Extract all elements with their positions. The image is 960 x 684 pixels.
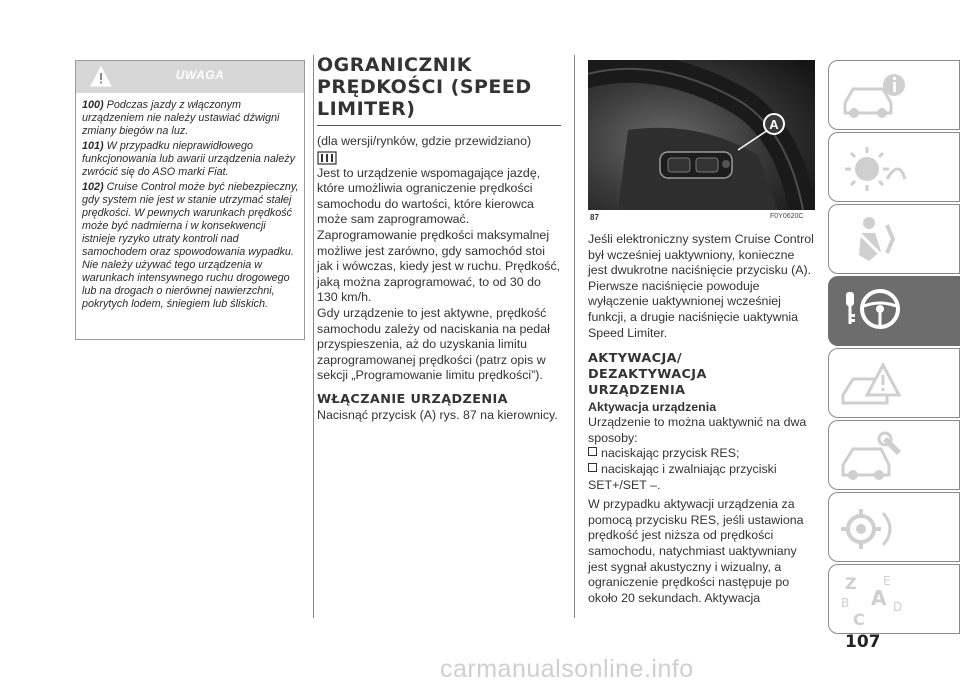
bullet-text: naciskając i zwalniając przyciski SET+/SET –. [588, 461, 777, 492]
section-heading [588, 351, 816, 399]
tab-technical-data[interactable] [828, 492, 960, 562]
intro-paragraph: Jest to urządzenie wspomagające jazdę, które umożliwia ograniczenie prędkości samochodu do wartości, które kierowca może sam zaprogramować. Zaprogramowanie prędkości maksymalnej możliwe jest zarówno, gdy samochód stoi jak i wówczas, kiedy jest w ruchu. Prędkość, jaką można zaprogramować, to od 30 do 130 km/h. [317, 165, 561, 305]
tab-multimedia-index[interactable] [828, 564, 960, 634]
heading-rule [317, 125, 561, 126]
bullet-square-icon [588, 447, 597, 456]
index-letter: Z [845, 574, 857, 593]
methods-paragraph: Urządzenie to można uaktywnić na dwa sposoby: [588, 415, 807, 445]
heading-line: DEZAKTYWACJA [588, 367, 707, 383]
maintenance-car-icon [839, 427, 909, 485]
warning-item [82, 99, 302, 138]
cruise-control-paragraph: Jeśli elektroniczny system Cruise Control był wcześniej uaktywniony, konieczne jest dwukrotne naciśnięcie przycisku (A). Pierwsze naciśnięcie powoduje wyłączenie uaktywnionej wcześniej funkcji, a drugie naciśnięcie uaktywnia Speed Limiter. [588, 232, 814, 340]
speed-limiter-section [317, 54, 561, 424]
warning-header [76, 61, 304, 93]
technical-data-icon [839, 499, 909, 557]
index-letter: C [853, 610, 865, 629]
column-divider [574, 55, 575, 618]
figure-number: 87 [590, 213, 599, 222]
speed-limiter-icon [317, 151, 337, 165]
heading-line: AKTYWACJA/ [588, 351, 682, 367]
warning-body [82, 99, 302, 313]
bullet-text: naciskając przycisk RES; [601, 446, 740, 461]
subheading: Aktywacja urządzenia [588, 400, 717, 415]
res-paragraph: W przypadku aktywacji urządzenia za pomocą przycisku RES, jeśli ustawiona prędkość jest niższa od prędkości samochodu, natychmiast uaktywniany jest sygnał akustyczny i wizualny, a ograniczenie prędkości następuje po około 20 sekundach. Aktywacja [588, 497, 804, 605]
tab-dashboard[interactable] [828, 132, 960, 202]
heading-line: URZĄDZENIA [588, 383, 686, 399]
bullet-item [588, 462, 816, 493]
index-letter: E [883, 574, 891, 588]
index-letter: B [841, 596, 850, 610]
active-paragraph: Gdy urządzenie to jest aktywne, prędkość samochodu zależy od naciskania na pedał przyspieszenia, aż do uzyskania limitu zaprogramowanej prędkości (patrz opis w sekcji „Programowanie limitu prędkości”). [317, 305, 550, 383]
column-divider [313, 55, 314, 618]
enable-paragraph: Nacisnąć przycisk (A) rys. 87 na kierownicy. [317, 407, 558, 422]
warning-item-text: Cruise Control może być niebezpieczny, gdy system nie jest w stanie utrzymać stałej prędkości. W pewnych warunkach prędkość może być nadmierna i w konsekwencji istnieje ryzyko utraty kontroli nad samochodem oraz spowodowania wypadku. Nie należy używać tego urządzenia w warunkach intensywnego ruchu drogowego lub na drogach o nierównej nawierzchni, pokrytych lodem, śniegiem lub śliskich. [82, 181, 299, 310]
figure-label-a: A [769, 117, 779, 132]
index-letter: D [893, 600, 903, 614]
index-letters-icon [839, 571, 909, 629]
tab-maintenance[interactable] [828, 420, 960, 490]
versions-note: (dla wersji/rynków, gdzie przewidziano) [317, 134, 532, 148]
figure-code: F0Y0620C [770, 213, 804, 220]
warning-item-number: 101) [82, 140, 104, 152]
safety-airbag-icon [839, 211, 909, 269]
warning-item-number: 100) [82, 99, 104, 111]
steering-key-icon [838, 282, 908, 340]
warning-item-number: 102) [82, 181, 104, 193]
subsection-heading: WŁĄCZANIE URZĄDZENIA [317, 391, 508, 407]
tab-emergency[interactable] [828, 348, 960, 418]
activation-section [588, 232, 816, 606]
dashboard-lights-icon [839, 139, 909, 197]
bullet-square-icon [588, 463, 597, 472]
section-heading [317, 54, 561, 120]
watermark: carmanualsonline.info [440, 655, 694, 683]
bullet-item [588, 446, 816, 462]
tab-car-info[interactable] [828, 60, 960, 130]
warning-title: UWAGA [175, 68, 225, 82]
tab-starting-driving[interactable] [828, 276, 960, 346]
heading-line: LIMITER) [317, 98, 416, 120]
heading-line: PRĘDKOŚCI (SPEED [317, 76, 532, 98]
emergency-warning-icon [839, 355, 909, 413]
page-number: 107 [845, 632, 881, 652]
warning-item [82, 140, 302, 179]
index-letter: A [871, 586, 887, 610]
warning-box [75, 60, 305, 340]
tab-safety[interactable] [828, 204, 960, 274]
warning-item-text: W przypadku nieprawidłowego funkcjonowania lub awarii urządzenia należy zwrócić się do ASO marki Fiat. [82, 140, 296, 178]
steering-wheel-illustration [588, 60, 815, 210]
car-info-icon [839, 67, 909, 125]
warning-item [82, 181, 302, 311]
heading-line: OGRANICZNIK [317, 54, 472, 76]
steering-wheel-photo [588, 60, 815, 210]
warning-item-text: Podczas jazdy z włączonym urządzeniem nie należy ustawiać dźwigni zmiany biegów na luz. [82, 99, 280, 137]
